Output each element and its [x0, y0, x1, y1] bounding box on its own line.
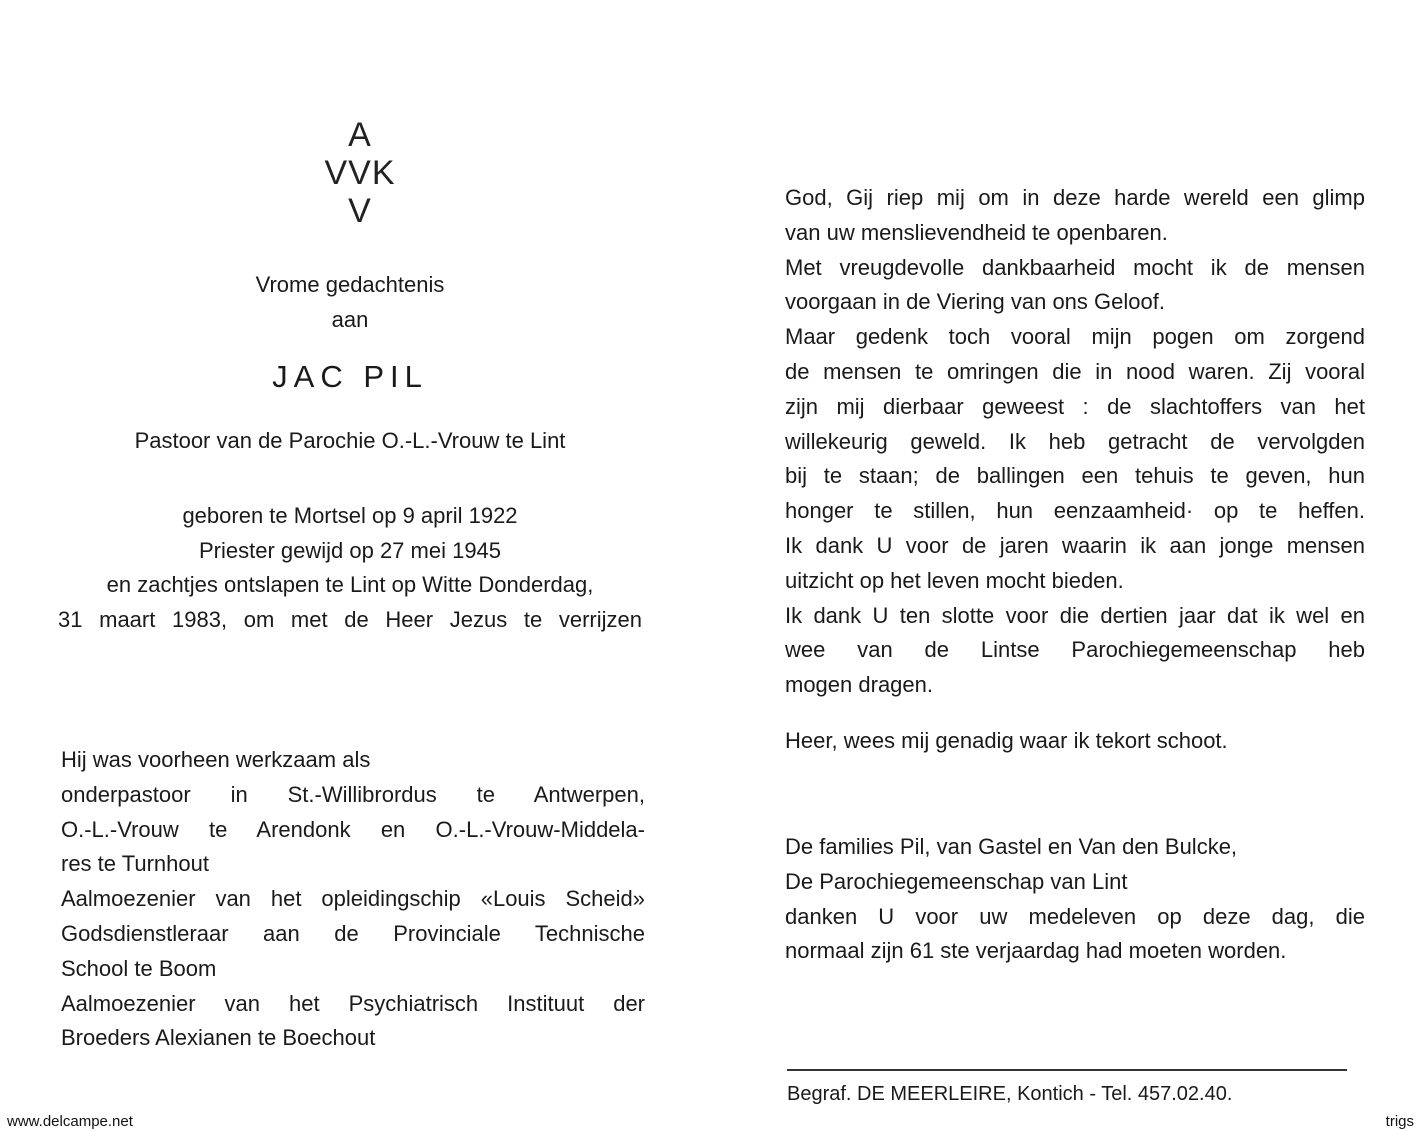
- career-block: [61, 743, 645, 1056]
- prayer-line: wee van de Lintse Parochiegemeenschap heb: [785, 637, 1365, 663]
- intro-line-2: aan: [331, 307, 369, 332]
- closing-line: Heer, wees mij genadig waar ik tekort schoot.: [785, 728, 1228, 753]
- career-line: Godsdienstleraar aan de Provinciale Technische: [61, 920, 645, 946]
- date-line: geboren te Mortsel op 9 april 1922: [182, 503, 518, 528]
- prayer-line: voorgaan in de Viering van ons Geloof.: [785, 289, 1165, 315]
- role-line: Pastoor van de Parochie O.-L.-Vrouw te Lint: [134, 428, 566, 453]
- career-line: onderpastoor in St.-Willibrordus te Antwerpen,: [61, 781, 645, 807]
- thanks-line: normaal zijn 61 ste verjaardag had moeten worden.: [785, 938, 1287, 964]
- career-line: Hij was voorheen werkzaam als: [61, 747, 371, 772]
- thanks-block: [785, 830, 1365, 969]
- intro-line-1: Vrome gedachtenis: [255, 272, 445, 297]
- career-line: Aalmoezenier van het opleidingschip «Louis Scheid»: [61, 886, 645, 912]
- date-line: 31 maart 1983, om met de Heer Jezus te verrijzen: [58, 606, 642, 632]
- prayer-line: honger te stillen, hun eenzaamheid· op te heffen.: [785, 498, 1365, 524]
- watermark-strip: [0, 1111, 1422, 1131]
- date-line: Priester gewijd op 27 mei 1945: [198, 537, 502, 563]
- prayer-line: mogen dragen.: [785, 672, 933, 698]
- thanks-line: danken U voor uw medeleven op deze dag, die: [785, 903, 1365, 929]
- prayer-line: Maar gedenk toch vooral mijn pogen om zorgend: [785, 324, 1365, 350]
- prayer-block: [785, 181, 1365, 703]
- prayer-line: van uw menslievendheid te openbaren.: [785, 219, 1168, 245]
- deceased-name: JAC PIL: [272, 359, 428, 394]
- date-line: en zachtjes ontslapen te Lint op Witte Donderdag,: [106, 572, 594, 597]
- career-line: School te Boom: [61, 955, 217, 981]
- prayer-line: Ik dank U ten slotte voor die dertien jaar dat ik wel en: [785, 602, 1365, 628]
- cross-line-top: A: [348, 116, 372, 154]
- career-line: res te Turnhout: [61, 851, 209, 877]
- prayer-line: willekeurig geweld. Ik heb getracht de vervolgden: [785, 428, 1365, 454]
- thanks-line: De families Pil, van Gastel en Van den Bulcke,: [785, 834, 1238, 859]
- cross-monogram: [300, 116, 420, 230]
- thanks-line: De Parochiegemeenschap van Lint: [785, 868, 1128, 894]
- watermark-site: www.delcampe.net: [7, 1113, 133, 1130]
- cross-line-middle: VVK: [324, 154, 396, 192]
- prayer-line: Met vreugdevolle dankbaarheid mocht ik de mensen: [785, 254, 1365, 280]
- cross-line-bottom: V: [348, 192, 372, 230]
- prayer-line: Ik dank U voor de jaren waarin ik aan jonge mensen: [785, 532, 1365, 558]
- printer-imprint: Begraf. DE MEERLEIRE, Kontich - Tel. 457.02.40.: [787, 1083, 1233, 1105]
- prayer-line: God, Gij riep mij om in deze harde wereld een glimp: [785, 185, 1365, 210]
- dates-block: [20, 499, 680, 637]
- prayer-line: uitzicht op het leven mocht bieden.: [785, 567, 1124, 593]
- career-line: Aalmoezenier van het Psychiatrisch Instituut der: [61, 990, 645, 1016]
- watermark-seller: trigs: [1385, 1113, 1414, 1130]
- prayer-line: bij te staan; de ballingen een tehuis te geven, hun: [785, 463, 1365, 489]
- prayer-line: de mensen te omringen die in nood waren. Zij vooral: [785, 358, 1365, 384]
- career-line: O.-L.-Vrouw te Arendonk en O.-L.-Vrouw-Middela-: [61, 816, 645, 842]
- career-line: Broeders Alexianen te Boechout: [61, 1025, 376, 1051]
- prayer-line: zijn mij dierbaar geweest : de slachtoffers van het: [785, 393, 1365, 419]
- printer-divider: [787, 1069, 1347, 1071]
